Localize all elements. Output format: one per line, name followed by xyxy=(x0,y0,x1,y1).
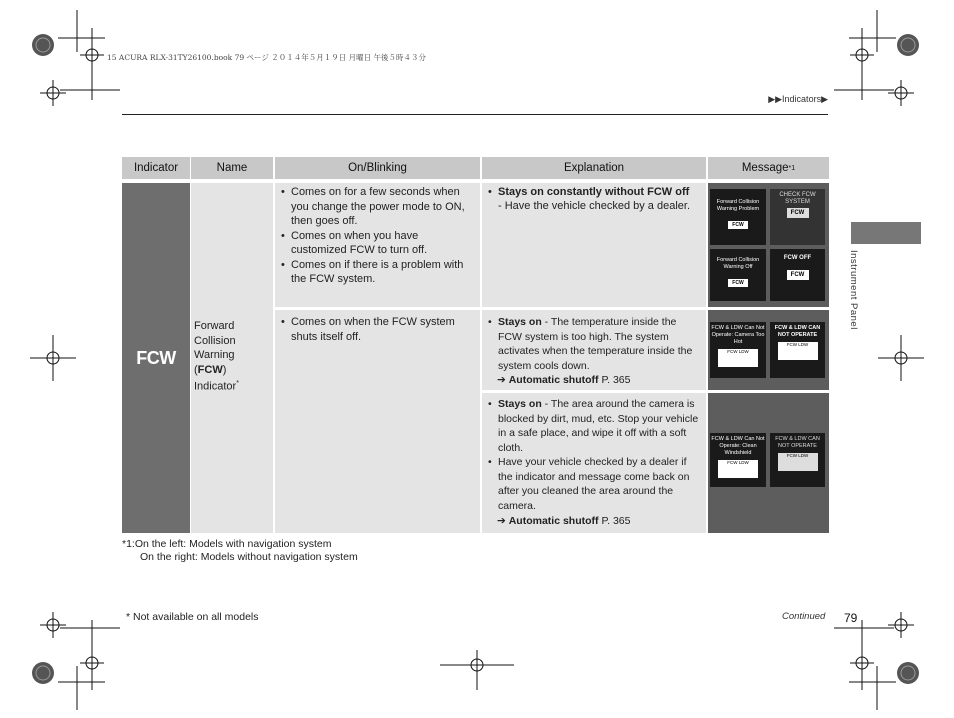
row2a-exp-item xyxy=(486,315,702,373)
header-message xyxy=(708,157,829,179)
row2a-exp-bold: Stays on xyxy=(498,316,542,328)
msg-fcw-off-label: FCW OFF xyxy=(783,255,812,261)
header-message-sup: *1 xyxy=(788,164,796,172)
footnote-2: On the right: Models without navigation system xyxy=(140,551,358,563)
row1-exp-text: - Have the vehicle checked by a dealer. xyxy=(498,200,691,212)
row2a-explanation xyxy=(482,310,706,390)
msg-check-fcw-text: CHECK FCW SYSTEM xyxy=(779,192,816,205)
msg-can-not-operate-text: FCW & LDW CAN NOT OPERATE xyxy=(775,436,820,449)
row2b-exp-bold: Stays on xyxy=(498,398,542,410)
name-line-5 xyxy=(194,377,239,394)
msg-fcw-off-nav xyxy=(710,249,766,301)
row1-on-blinking xyxy=(275,183,480,307)
name-paren-open: ( xyxy=(194,363,198,376)
msg-fcw-badge: FCW xyxy=(728,221,748,229)
row2a-exp-text: - The temperature inside the FCW system is too high. The system activates when the temperature inside the system cools down. xyxy=(498,316,693,372)
fcw-indicator-symbol xyxy=(122,183,190,533)
row2a-messages xyxy=(708,310,829,390)
row2b-xref[interactable]: ➔ Automatic shutoff P. 365 xyxy=(497,515,631,527)
msg-fcw-off xyxy=(770,249,825,301)
row2a-xref-label[interactable]: Automatic shutoff xyxy=(508,374,599,386)
row1-explanation xyxy=(482,183,706,307)
msg-clean-windshield-nav xyxy=(710,433,766,487)
msg-can-not-operate-text: FCW & LDW CAN NOT OPERATE xyxy=(774,325,821,338)
msg-mini-fcw-ldw: FCW LDW xyxy=(778,342,818,360)
breadcrumb[interactable]: ▶▶Indicators▶ xyxy=(768,94,828,104)
name-line-1: Forward xyxy=(194,320,235,332)
fcw-indicator-text: FCW xyxy=(136,347,176,368)
row1-on-item: • Comes on when you have customized FCW to turn off. xyxy=(279,229,475,258)
msg-mini-fcw-ldw: FCW LDW xyxy=(718,349,758,367)
msg-check-fcw-system xyxy=(770,189,825,245)
name-sup: * xyxy=(236,380,239,387)
msg-can-not-operate-hot xyxy=(770,322,825,378)
row1-exp-bold: Stays on constantly without FCW off xyxy=(498,186,690,198)
msg-clean-windshield-text: FCW & LDW Can Not Operate: Clean Windshield xyxy=(711,436,765,456)
header-explanation: Explanation xyxy=(482,157,706,179)
name-line-4 xyxy=(194,363,239,378)
row2b-exp-item xyxy=(486,397,702,455)
header-name: Name xyxy=(191,157,273,179)
row1-messages xyxy=(708,183,829,307)
section-tab xyxy=(851,222,921,244)
row1-on-item: • Comes on for a few seconds when you change the power mode to ON, then goes off. xyxy=(279,185,475,229)
name-line-2: Collision xyxy=(194,334,236,347)
section-tab-label: Instrument Panel xyxy=(848,250,859,330)
msg-fcw-badge: FCW xyxy=(787,208,809,218)
row2b-xref-page[interactable]: P. 365 xyxy=(601,515,631,527)
header-indicator: Indicator xyxy=(122,157,190,179)
header-on-blinking: On/Blinking xyxy=(275,157,480,179)
msg-fcw-problem-text: Forward Collision Warning Problem xyxy=(716,199,760,212)
header-message-label: Message xyxy=(741,162,789,174)
name-paren-close: ) xyxy=(222,363,227,376)
row2b-xref-label[interactable]: Automatic shutoff xyxy=(508,515,599,527)
page-number: 79 xyxy=(844,611,858,625)
row1-on-item: • Comes on if there is a problem with the FCW system. xyxy=(279,258,475,287)
name-cell xyxy=(191,183,273,533)
msg-fcw-badge: FCW xyxy=(728,279,748,287)
msg-camera-too-hot-nav xyxy=(710,322,766,378)
msg-fcw-badge: FCW xyxy=(787,270,809,280)
msg-fcw-off-text: Forward Collision Warning Off xyxy=(716,257,760,270)
row2-on-blinking xyxy=(275,310,480,533)
name-indicator: Indicator xyxy=(194,380,237,393)
row2b-messages xyxy=(708,393,829,533)
row2a-xref[interactable]: ➔ Automatic shutoff P. 365 xyxy=(497,374,631,386)
continued-label: Continued xyxy=(782,611,826,622)
bottom-note: * Not available on all models xyxy=(126,611,259,623)
row2b-exp-item: • Have your vehicle checked by a dealer if the indicator and message come back on after you cleaned the area around the camera. xyxy=(486,455,702,513)
name-line-3: Warning xyxy=(194,349,235,361)
msg-fcw-problem-nav xyxy=(710,189,766,245)
msg-camera-too-hot-text: FCW & LDW Can Not Operate: Camera Too Hot xyxy=(711,325,765,345)
row2b-explanation xyxy=(482,393,706,533)
row2b-exp-text: - The area around the camera is blocked by dirt, mud, etc. Stop your vehicle in a safe place, and wipe it off with a soft cloth. xyxy=(498,398,699,454)
msg-can-not-operate-clean xyxy=(770,433,825,487)
msg-mini-fcw-ldw: FCW LDW xyxy=(718,460,758,478)
footnote-1: *1:On the left: Models with navigation system xyxy=(122,538,332,550)
row2-on-item: • Comes on when the FCW system shuts itself off. xyxy=(279,315,475,344)
name-fcw-bold: FCW xyxy=(197,363,223,376)
header-rule xyxy=(122,114,828,115)
print-header-line: 15 ACURA RLX-31TY26100.book 79 ページ ２０１４年５月１９日 月曜日 午後５時４３分 xyxy=(107,53,427,62)
row2a-xref-page[interactable]: P. 365 xyxy=(601,374,631,386)
row1-exp-item xyxy=(486,185,704,200)
msg-mini-fcw-ldw: FCW LDW xyxy=(778,453,818,471)
